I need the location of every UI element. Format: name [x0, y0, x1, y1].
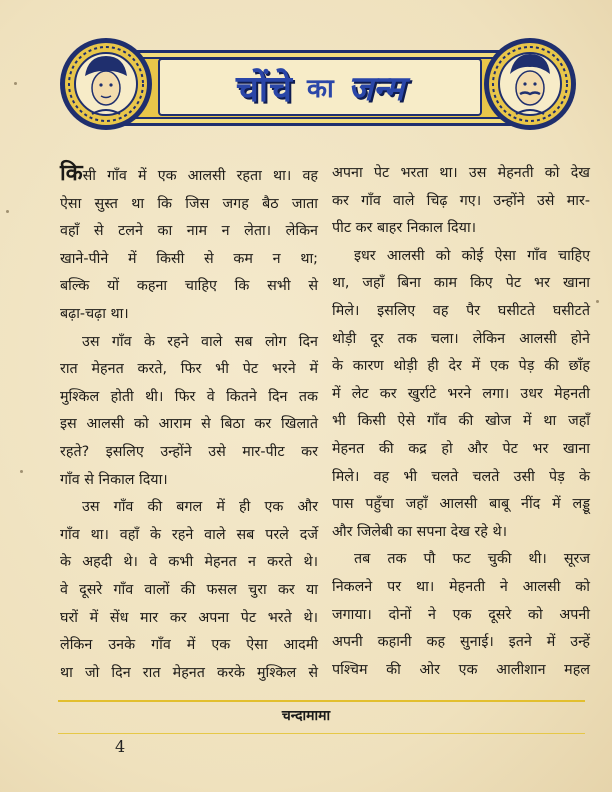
text-line: गाँव से निकाल दिया।	[60, 471, 168, 488]
paper-speck	[14, 82, 17, 85]
text-line: पश्चिम की ओर एक आलीशान महल	[332, 661, 590, 678]
text-line: इस आलसी को आराम से बिठा कर खिलाते	[60, 416, 318, 433]
text-line: पास पहुँचा जहाँ आलसी बाबू नींद में लड्डू	[332, 496, 590, 513]
text-line: में लेट कर खुर्राटे भरने लगा। उधर मेहनती	[332, 385, 590, 402]
text-line: पीट कर बाहर निकाल दिया।	[332, 220, 477, 237]
title-word-ka: का	[306, 74, 334, 104]
paper-speck	[6, 210, 9, 213]
text-line: रात मेहनत करते, फिर भी पेट भरने में	[60, 361, 318, 378]
text-line: किसी गाँव में एक आलसी रहता था। वह	[60, 161, 318, 186]
text-line: मिले। वह भी चलते चलते उसी पेड़ के	[332, 468, 590, 485]
drop-cap: कि	[60, 161, 83, 186]
text-line: लेकिन उनके गाँव में एक ऐसा आदमी	[60, 637, 318, 654]
text-line: भी किसी ऐसे गाँव की खोज में था जहाँ	[332, 413, 590, 430]
portrait-medallion-left-icon	[58, 36, 154, 132]
text-line: बल्कि यों कहना चाहिए कि सभी से	[60, 278, 318, 295]
right-column	[332, 160, 590, 684]
text-line: घरों में सेंध मार कर अपना पेट भरते थे।	[60, 609, 318, 626]
story-title	[158, 58, 482, 116]
title-word-chonche: चोंचे	[235, 68, 293, 110]
text-line: तब तक पौ फट चुकी थी। सूरज	[354, 551, 590, 568]
text-line: वहाँ से टलने का नाम न लेता। लेकिन	[60, 223, 318, 240]
text-line: और जिलेबी का सपना देख रहे थे।	[332, 523, 507, 540]
page-number: 4	[115, 737, 126, 756]
text-line: इधर आलसी को कोई ऐसा गाँव चाहिए	[354, 247, 590, 264]
text-line: थोड़ी दूर तक चला। लेकिन आलसी होने	[332, 330, 590, 347]
text-line: खाने-पीने में किसी से कम न था;	[60, 250, 318, 267]
text-line: गाँव था। वहाँ के रहने वाले सब परले दर्जे	[60, 526, 318, 543]
text-line: था, जहाँ बिना काम किए पेट भर खाना	[332, 275, 590, 292]
title-banner	[58, 36, 578, 132]
text-line: मुश्किल होती थी। फिर वे कितने दिन तक	[60, 388, 318, 405]
paper-speck	[20, 470, 23, 473]
text-line: था जो दिन रात मेहनत करके मुश्किल से	[60, 664, 318, 681]
text-line: अपना पेट भरता था। उस मेहनती को देख	[332, 165, 590, 181]
footer-rule-bottom	[58, 733, 585, 734]
text-line: ऐसा सुस्त था कि जिस जगह बैठ जाता	[60, 195, 318, 212]
text-line: के अहदी थे। वे कभी मेहनत न करते थे।	[60, 554, 318, 571]
portrait-medallion-right-icon	[482, 36, 578, 132]
title-word-janm: जन्म	[347, 69, 405, 109]
text-line: निकलने पर था। मेहनती ने आलसी को	[332, 578, 590, 595]
text-line: मिले। इसलिए वह पैर घसीटते घसीटते	[332, 302, 590, 319]
text-line: उस गाँव के रहने वाले सब लोग दिन	[82, 333, 318, 350]
text-line: मेहनत की कद्र हो और पेट भर खाना	[332, 440, 590, 457]
left-column	[60, 160, 318, 687]
text-line: वे दूसरे गाँव वालों की फसल चुरा कर या	[60, 581, 318, 598]
text-line: उस गाँव की बगल में ही एक और	[82, 499, 318, 516]
footer-rule-top	[58, 700, 585, 702]
text-line: कर गाँव वाले चिढ़ गए। उन्होंने उसे मार-	[332, 192, 590, 209]
paper-speck	[596, 300, 599, 303]
text-line: अपनी कहानी कह सुनाई। इतने में उन्हें	[332, 634, 590, 651]
text-line: जगाया। दोनों ने एक दूसरे को अपनी	[332, 606, 590, 623]
text-line: के कारण थोड़ी ही देर में एक पेड़ की छाँह	[332, 358, 590, 375]
text-line: रहते? इसलिए उन्होंने उसे मार-पीट कर	[60, 443, 318, 460]
magazine-name: चन्दामामा	[281, 708, 331, 724]
text-line: बढ़ा-चढ़ा था।	[60, 305, 129, 322]
